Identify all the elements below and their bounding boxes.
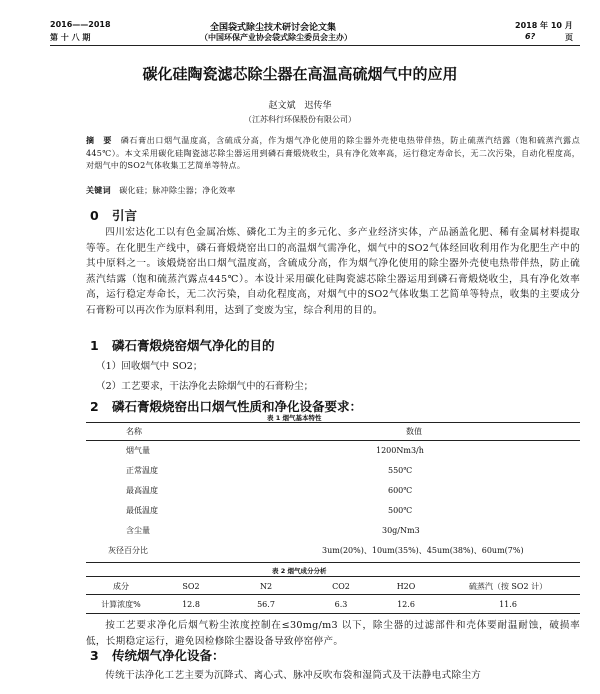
table-1-cell-value: 550℃ — [388, 465, 413, 475]
table-row — [86, 480, 580, 500]
section-1-number: 1 — [90, 338, 99, 353]
table-1-cell-name: 正常温度 — [126, 465, 158, 475]
header-left-year: 2016——2018 — [50, 20, 111, 29]
table-1-cell-name: 烟气量 — [126, 445, 150, 455]
table-1-header-row — [86, 422, 580, 440]
paper-authors: 赵文斌 迟传华 — [268, 101, 332, 111]
section-1-item-1: （1）回收烟气中 SO2； — [96, 361, 203, 372]
table-1-cell-name: 最高温度 — [126, 485, 158, 495]
abstract-label: 摘 要 — [86, 135, 113, 145]
section-0-paragraph: 四川宏达化工以有色金属冶炼、磷化工为主的多元化、多产业经济实体，产品涵盖化肥、稀有金属材料提取等等。在化肥生产线中，磷石膏煅烧窑出口的高温烟气需净化，烟气中的SO2气体经回收利用作为化肥生产中的其中原料之一。该煅烧窑出口烟气温度高，含硫成分高，作为烟气净化使用的除尘器外壳使电热带伴热，防止硫蒸汽结露（饱和硫蒸汽露点445℃）。本设计采用碳化硅陶瓷滤芯除尘器运用到磷石膏煅烧收尘，具有净化效率高，运行稳定寿命长，无二次污染，自动化程度高，对烟气中的SO2气体收集工艺简单等特点，收集的主要成分石膏粉可以再次作为原料利用，达到了变废为宝，综合利用的目的。 — [86, 227, 580, 316]
table-1-cell-value: 1200Nm3/h — [376, 445, 424, 455]
table-2 — [86, 577, 580, 613]
section-0-title: 引言 — [112, 208, 138, 223]
header-right-date: 2018 年 10 月 — [515, 21, 573, 30]
table-row — [86, 520, 580, 540]
table-1-header-value: 数值 — [406, 426, 422, 436]
paper-affiliation: （江苏科行环保股份有限公司） — [244, 115, 356, 124]
table-1-cell-value: 30g/Nm3 — [382, 525, 420, 535]
section-1-title: 磷石膏煅烧窑烟气净化的目的 — [112, 338, 275, 353]
abstract-text: 磷石膏出口烟气温度高，含硫成分高，作为烟气净化使用的除尘器外壳使电热带伴热，防止硫蒸汽结露（饱和硫蒸汽露点445℃）。本文采用碳化硅陶瓷滤芯除尘器运用到磷石膏煅烧收尘，具有净化效率高，运行稳定寿命长，无二次污染，自动化程度高，对烟气中的SO2气体收集工艺简单等特点。 — [86, 136, 580, 170]
keywords-label: 关键词 — [86, 185, 111, 195]
table-2-header-cell: 成分 — [113, 581, 129, 591]
table-1-cell-name: 最低温度 — [126, 505, 158, 515]
section-3-heading — [90, 646, 225, 664]
header-page-number: 6? — [525, 32, 536, 41]
table-1-cell-value: 3um(20%)、10um(35%)、45um(38%)、60um(7%) — [322, 545, 524, 555]
table-2-header-cell: 硫蒸汽（按 SO2 计） — [468, 581, 548, 591]
paper-title: 碳化硅陶瓷滤芯除尘器在高温高硫烟气中的应用 — [142, 65, 458, 83]
table-1-header-name: 名称 — [126, 426, 142, 436]
section-2-paragraph: 按工艺要求净化后烟气粉尘浓度控制在≤30mg/m3 以下，除尘器的过滤部件和壳体要耐温耐蚀，破损率低，长期稳定运行，避免因检修除尘器设备导致停窑停产。 — [86, 620, 580, 647]
section-2-number: 2 — [90, 399, 99, 414]
table-2-header-row — [86, 577, 580, 595]
table-row — [86, 595, 580, 613]
table-2-header-cell: CO2 — [332, 581, 350, 591]
table-2-header-cell: H2O — [396, 581, 416, 591]
table-row — [86, 500, 580, 520]
header-proceedings-title: 全国袋式除尘技术研讨会论文集 — [210, 23, 337, 33]
abstract — [86, 134, 580, 173]
table-row — [86, 540, 580, 560]
table-2-header-cell: N2 — [259, 581, 273, 591]
table-2-row-label: 计算浓度% — [101, 599, 141, 609]
table-row — [86, 460, 580, 480]
section-3-title: 传统烟气净化设备： — [112, 648, 225, 663]
table-2-cell: 56.7 — [257, 599, 275, 609]
table-2-cell: 11.6 — [499, 599, 517, 609]
keywords-text: 碳化硅；脉冲除尘器；净化效率 — [119, 186, 236, 195]
table-2-header-cell: SO2 — [182, 581, 200, 591]
keywords — [86, 184, 580, 198]
table-1-caption: 表 1 烟气基本特性 — [267, 414, 322, 422]
table-1 — [86, 422, 580, 560]
table-1-cell-name: 灰径百分比 — [108, 545, 148, 555]
section-3-paragraph: 传统干法净化工艺主要为沉降式、离心式、脉冲反吹布袋和湿筒式及干法静电式除尘方 — [105, 670, 482, 681]
table-2-cell: 6.3 — [334, 599, 348, 609]
table-2-bottom-rule — [86, 613, 580, 614]
header-page-label: 页 — [565, 33, 573, 42]
section-3-number: 3 — [90, 648, 99, 663]
header-left-issue: 第 十 八 期 — [50, 33, 91, 42]
section-0-number: 0 — [90, 208, 99, 223]
table-2-header-rule — [86, 594, 580, 595]
section-0-heading — [90, 206, 137, 224]
table-1-cell-value: 600℃ — [388, 485, 413, 495]
section-2-title: 磷石膏煅烧窑出口烟气性质和净化设备要求： — [112, 399, 363, 414]
section-1-item-2: （2）工艺要求，干法净化去除烟气中的石膏粉尘； — [96, 381, 314, 392]
header-rule — [50, 45, 580, 46]
table-1-cell-name: 含尘量 — [126, 525, 150, 535]
table-2-caption: 表 2 烟气成分分析 — [272, 567, 327, 575]
table-1-cell-value: 500℃ — [388, 505, 413, 515]
table-2-cell: 12.6 — [397, 599, 415, 609]
section-1-heading — [90, 336, 275, 354]
table-2-cell: 12.8 — [182, 599, 200, 609]
table-1-header-rule — [86, 440, 580, 441]
header-organizer: （中国环保产业协会袋式除尘委员会主办） — [200, 33, 352, 42]
table-row — [86, 440, 580, 460]
table-1-bottom-rule — [86, 562, 580, 563]
